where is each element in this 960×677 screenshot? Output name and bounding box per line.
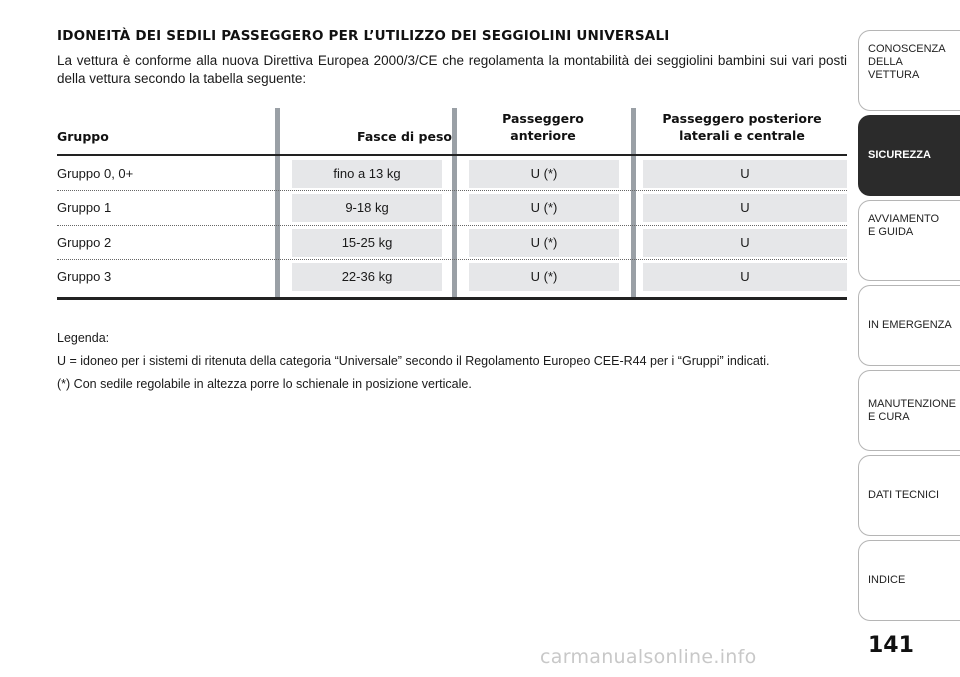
cell-posteriore: U [740,200,750,215]
cell-anteriore: U (*) [530,269,558,284]
header-anteriore: Passeggero anteriore [502,111,584,143]
cell-gruppo: Gruppo 0, 0+ [57,166,134,181]
cell-anteriore: U (*) [530,200,558,215]
cell-gruppo: Gruppo 1 [57,200,112,215]
table-bottom-rule [57,297,847,300]
cell-posteriore: U [740,235,750,250]
tab-emergenza[interactable] [858,285,960,366]
tab-conoscenza[interactable] [858,30,960,111]
cell-gruppo: Gruppo 3 [57,269,112,284]
row-divider [57,259,847,260]
legend-u-definition: U = idoneo per i sistemi di ritenuta della categoria “Universale” secondo il Regolamento Europeo CEE-R44 per i “Gruppi” indicati. [57,354,770,368]
watermark: carmanualsonline.info [540,646,757,668]
legend-heading: Legenda: [57,331,110,345]
cell-posteriore: U [740,269,750,284]
legend-note: (*) Con sedile regolabile in altezza porre lo schienale in posizione verticale. [57,377,472,391]
tab-label: MANUTENZIONE E CURA [868,397,956,423]
tab-dati-tecnici[interactable] [858,455,960,536]
tab-sicurezza[interactable] [858,115,960,196]
header-fasce: Fasce di peso [357,129,452,144]
content [57,28,847,88]
cell-fasce: 9-18 kg [345,200,389,215]
tab-label: DATI TECNICI [868,489,940,501]
cell-anteriore: U (*) [530,235,558,250]
tab-label: IN EMERGENZA [868,319,952,331]
tab-label: INDICE [868,574,906,586]
legend [57,327,770,396]
header-posteriore: Passeggero posteriore laterali e centrale [662,111,822,143]
tab-avviamento[interactable] [858,200,960,281]
column-separator [631,108,636,300]
column-separator [452,108,457,300]
seat-suitability-table [57,108,847,300]
page-title: IDONEITÀ DEI SEDILI PASSEGGERO PER L’UTILIZZO DEI SEGGIOLINI UNIVERSALI [57,28,670,44]
column-separator [275,108,280,300]
tab-label: AVVIAMENTO E GUIDA [868,213,940,238]
tab-label: CONOSCENZA DELLA VETTURA [868,43,946,81]
cell-fasce: fino a 13 kg [333,166,401,181]
tab-manutenzione[interactable] [858,370,960,451]
header-divider [57,154,847,156]
cell-fasce: 15-25 kg [341,235,393,250]
cell-anteriore: U (*) [530,166,558,181]
tab-label: SICUREZZA [868,149,931,161]
cell-gruppo: Gruppo 2 [57,235,112,250]
cell-posteriore: U [740,166,750,181]
header-gruppo: Gruppo [57,129,109,144]
cell-fasce: 22-36 kg [341,269,393,284]
intro-text: La vettura è conforme alla nuova Direttiva Europea 2000/3/CE che regolamenta la montabilità dei seggiolini bambini sui vari posti della vettura secondo la tabella seguente: [57,53,847,86]
row-divider [57,190,847,191]
row-divider [57,225,847,226]
page-number: 141 [868,633,914,658]
tab-indice[interactable] [858,540,960,621]
